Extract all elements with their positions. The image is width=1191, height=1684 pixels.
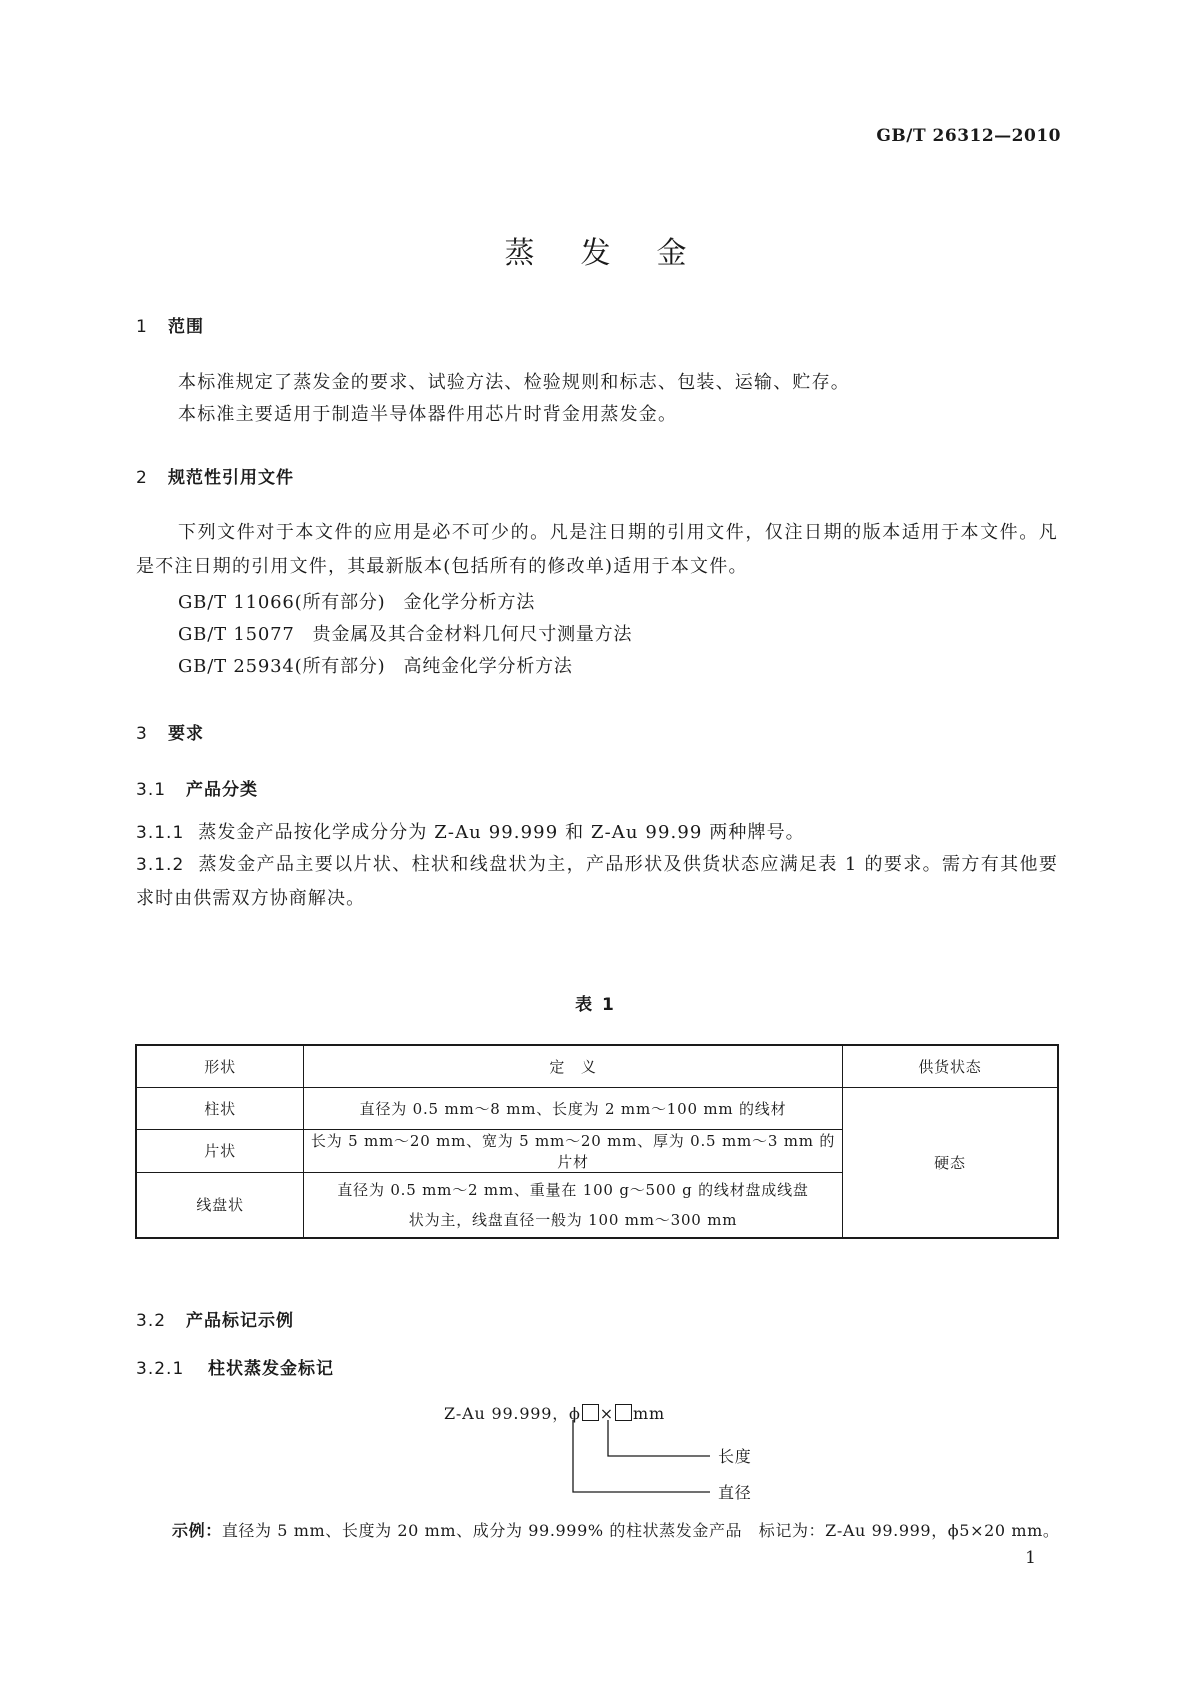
clause-text: 蒸发金产品主要以片状、柱状和线盘状为主，产品形状及供货状态应满足表 1 的要求。需方有其他要求时由供需双方协商解决。 [136,854,1058,909]
reference-item [178,588,535,614]
product-shape-table [135,1044,1059,1239]
clause-3-1-1 [136,816,1058,850]
paragraph: 本标准规定了蒸发金的要求、试验方法、检验规则和标志、包装、运输、贮存。 [178,372,850,393]
reference-title: 高纯金化学分析方法 [403,656,573,677]
section-number: 3.1 [136,780,167,800]
length-label: 长度 [718,1447,752,1466]
document-title: 蒸发金 [504,236,733,271]
header-definition: 定 义 [304,1045,843,1087]
cell-shape: 片状 [136,1129,304,1172]
example-text: 直径为 5 mm、长度为 20 mm、成分为 99.999% 的柱状蒸发金产品 标记为：Z-Au 99.999，ϕ5×20 mm。 [221,1521,1060,1540]
section-number: 1 [136,317,148,337]
cell-definition: 直径为 0.5 mm～8 mm、长度为 2 mm～100 mm 的线材 [304,1087,843,1129]
section-title: 规范性引用文件 [168,468,294,488]
section-3-1-heading [136,775,258,800]
cell-shape: 柱状 [136,1087,304,1129]
table-caption: 表 1 [575,995,616,1015]
reference-item [178,620,632,646]
table-row [136,1087,1058,1129]
clause-number: 3.1.2 [136,855,185,875]
section-title: 产品分类 [186,780,258,800]
cell-definition: 长为 5 mm～20 mm、宽为 5 mm～20 mm、厚为 0.5 mm～3 mm 的片材 [304,1129,843,1172]
section-3-2-1-heading [136,1354,334,1379]
reference-item [178,652,573,678]
section-3-2-heading [136,1306,294,1331]
diameter-label: 直径 [718,1483,752,1502]
definition-line: 直径为 0.5 mm～2 mm、重量在 100 g～500 g 的线材盘成线盘 [337,1180,809,1199]
section-title: 范围 [168,317,204,337]
section-title: 柱状蒸发金标记 [208,1359,334,1379]
reference-title: 贵金属及其合金材料几何尺寸测量方法 [312,624,633,645]
times-sign: × [599,1404,614,1423]
clause-3-1-2 [136,848,1058,916]
definition-line: 状为主，线盘直径一般为 100 mm～300 mm [408,1210,738,1229]
section-number: 3 [136,724,148,744]
length-leader-line [608,1420,710,1456]
paragraph: 本标准主要适用于制造半导体器件用芯片时背金用蒸发金。 [178,404,678,425]
formula-unit: mm [632,1404,665,1423]
formula-prefix: Z-Au 99.999，ϕ [444,1404,581,1423]
example-label: 示例： [172,1521,222,1540]
reference-code: GB/T 25934(所有部分) [178,656,386,677]
section-2-heading [136,463,294,488]
header-supply-state: 供货状态 [842,1045,1058,1087]
reference-title: 金化学分析方法 [403,592,536,613]
reference-code: GB/T 11066(所有部分) [178,592,386,613]
section-title: 要求 [168,724,204,744]
table-header-row [136,1045,1058,1087]
cell-definition [304,1172,843,1238]
clause-number: 3.1.1 [136,823,185,843]
section-1-heading [136,312,204,337]
cell-shape: 线盘状 [136,1172,304,1238]
page-number: 1 [1025,1548,1036,1568]
section-number: 3.2 [136,1311,167,1331]
section-title: 产品标记示例 [186,1311,294,1331]
section-number: 3.2.1 [136,1359,185,1379]
section-3-heading [136,719,204,744]
paragraph: 下列文件对于本文件的应用是必不可少的。凡是注日期的引用文件，仅注日期的版本适用于本文件。凡是不注日期的引用文件，其最新版本(包括所有的修改单)适用于本文件。 [136,522,1058,577]
marking-example [172,1518,1059,1541]
reference-code: GB/T 15077 [178,624,295,645]
standard-code: GB/T 26312—2010 [876,126,1061,146]
header-shape: 形状 [136,1045,304,1087]
marking-leader-lines [560,1418,730,1498]
cell-supply-state: 硬态 [842,1087,1058,1238]
section-number: 2 [136,468,148,488]
clause-text: 蒸发金产品按化学成分分为 Z-Au 99.999 和 Z-Au 99.99 两种牌号。 [198,822,805,843]
